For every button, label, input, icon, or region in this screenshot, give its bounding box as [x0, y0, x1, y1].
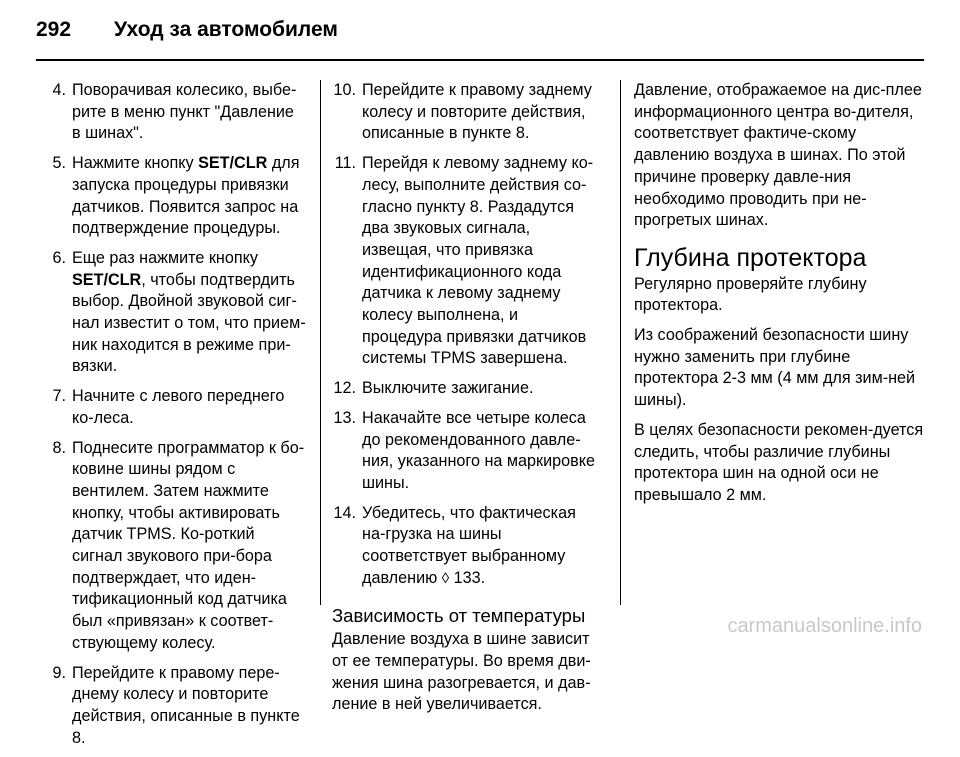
step-item: 5. Нажмите кнопку SET/CLR для запуска процедуры привязки датчиков. Появится запрос на подтверждение процедуры. — [52, 154, 300, 238]
page-number: 292 — [36, 18, 72, 41]
column-divider-2 — [620, 80, 621, 605]
step-item: 10. Перейдите к правому заднему колесу и повторите действия, описанные в пункте 8. — [333, 81, 592, 143]
step-item: 9. Перейдите к правому пере-днему колесу и повторите действия, описанные в пункте 8. — [52, 663, 300, 747]
column-divider-1 — [320, 80, 321, 605]
body-paragraph: Из соображений безопасности шину нужно заменить при глубине протектора 2-3 мм (4 мм для зим-ней шины). — [634, 326, 916, 410]
section-heading: Глубина протектора — [634, 243, 867, 272]
watermark: carmanualsonline.info — [727, 615, 922, 637]
step-item: 6. Еще раз нажмите кнопку SET/CLR, чтобы подтвердить выбор. Двойной звуковой сиг-нал известит о том, что прием-ник находится в режиме при-вязки. — [52, 248, 306, 376]
column-3 — [634, 80, 926, 515]
step-item: 4. Поворачивая колесико, выбе-рите в меню пункт "Давление в шинах". — [52, 81, 297, 143]
body-paragraph: Давление воздуха в шине зависит от ее температуры. Во время дви-жения шина разогревается, и дав-ление в ней увеличивается. — [332, 630, 591, 714]
step-item: 7. Начните с левого переднего ко-леса. — [52, 387, 285, 427]
steps-list-2 — [332, 80, 600, 589]
column-1 — [36, 80, 306, 757]
body-paragraph: Регулярно проверяйте глубину протектора. — [634, 274, 867, 315]
page-title: Уход за автомобилем — [114, 18, 338, 41]
page-reference-link[interactable]: 133. — [453, 568, 486, 587]
steps-list-1 — [36, 80, 306, 749]
key-label: SET/CLR — [72, 270, 142, 289]
step-item: 13. Накачайте все четыре колеса до рекомендованного давле-ния, указанного на маркировке шины. — [333, 408, 596, 492]
step-item: 8. Поднесите программатор к бо-ковине шины рядом с вентилем. Затем нажмите кнопку, чтобы активировать датчик TPMS. Ко-роткий сигнал звукового при-бора подтверждает, что иден-тификационный код датчика был «привязан» к соответ-ствующему колесу. — [52, 438, 305, 652]
step-item: 11. Перейдя к левому заднему ко-лесу, выполните действия со-гласно пункту 8. Раздадутся два звуковых сигнала, извещая, что привязка идентификационного кода датчика к левому заднему колесу выполнена, и процедура привязки датчиков системы TPMS завершена. — [334, 154, 594, 368]
step-item: 12. Выключите зажигание. — [333, 379, 534, 398]
key-label: SET/CLR — [198, 154, 268, 173]
page-header — [36, 18, 338, 42]
header-rule — [36, 59, 924, 61]
column-2 — [332, 80, 600, 724]
page-reference-icon: ◊ — [441, 569, 450, 587]
step-item: 14. Убедитесь, что фактическая на-грузка на шины соответствует выбранному давлению ◊ 133. — [333, 503, 576, 587]
section-subheading: Зависимость от температуры — [332, 605, 586, 627]
body-paragraph: В целях безопасности рекомен-дуется следить, чтобы различие глубины протектора шин на одной оси не превышало 2 мм. — [634, 420, 924, 504]
body-paragraph: Давление, отображаемое на дис-плее информационного центра во-дителя, соответствует фактиче-скому давлению воздуха в шинах. По этой причине проверку давле-ния необходимо проводить при не-прогретых шинах. — [634, 81, 922, 230]
